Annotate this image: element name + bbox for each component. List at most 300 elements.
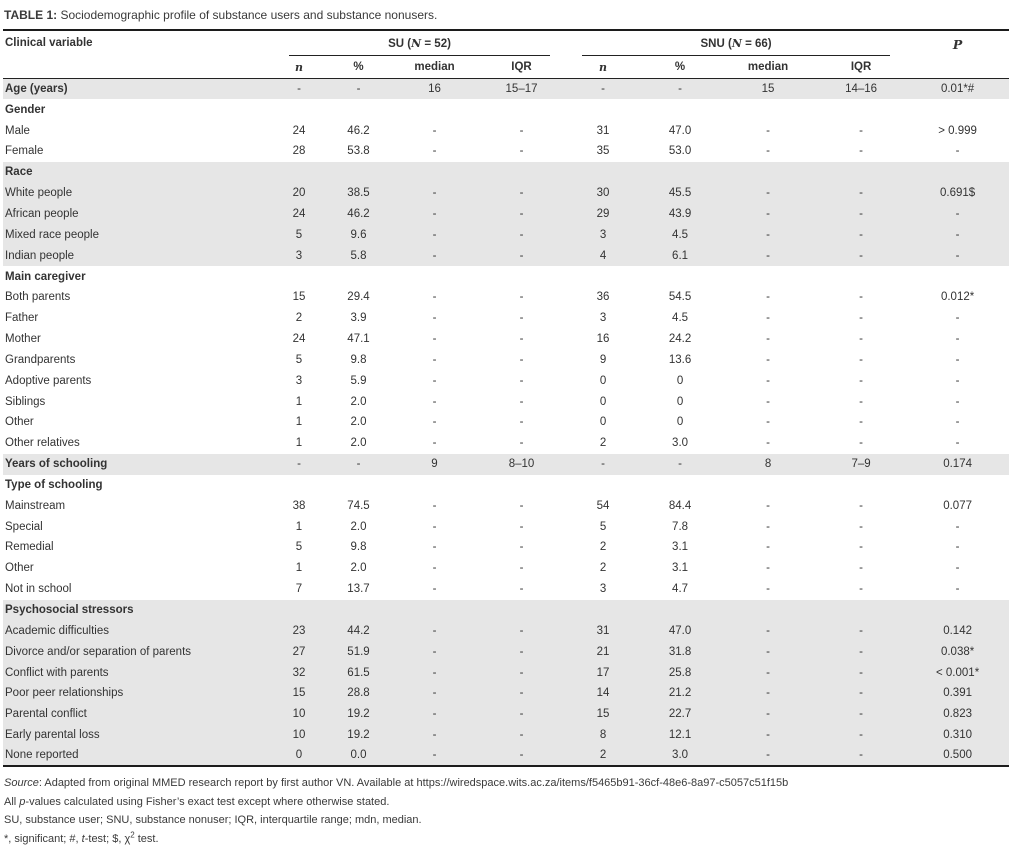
cell-value: - (859, 374, 863, 387)
cell-value: 4 (599, 249, 607, 262)
cell-value: - (766, 416, 770, 429)
cell-value: 0 (676, 395, 684, 408)
table-row (3, 79, 1009, 100)
cell-value: 15 (596, 708, 610, 721)
cell-value (906, 266, 1009, 287)
cell-value: - (859, 624, 863, 637)
cell-value: - (432, 249, 437, 262)
footnote-pvalues: All p-values calculated using Fisher’s exact test except where otherwise stated. (4, 795, 390, 808)
cell-value: - (766, 708, 770, 721)
row-label: Adoptive parents (5, 374, 92, 387)
row-label: Years of schooling (5, 458, 108, 471)
cell-value (477, 99, 566, 120)
row-label: Female (5, 145, 44, 158)
cell-value: - (766, 207, 770, 220)
cell-value: - (955, 520, 960, 533)
cell-value: 51.9 (347, 645, 370, 658)
cell-value: 31 (596, 124, 610, 137)
cell-value: - (766, 499, 770, 512)
cell-value (720, 99, 816, 120)
cell-value: - (766, 145, 770, 158)
column-header-snu-iqr: IQR (816, 56, 906, 79)
cell-value: - (859, 291, 863, 304)
cell-value: - (432, 520, 437, 533)
cell-value: 2.0 (350, 562, 367, 575)
footnote-source: Source: Adapted from original MMED research report by first author VN. Available at https://wiredspace.wits.ac.za/items/f5465b91-36cf-48e6-8a97-c5057c51f15b (4, 777, 789, 790)
cell-value: 7 (295, 583, 303, 596)
cell-value (273, 600, 325, 621)
cell-value: 31 (596, 624, 610, 637)
row-label: Siblings (5, 395, 46, 408)
cell-value: - (859, 666, 863, 679)
table-header (3, 31, 1009, 79)
row-label: Early parental loss (5, 729, 100, 742)
cell-value: - (432, 687, 437, 700)
cell-value: - (519, 124, 524, 137)
cell-value: - (432, 395, 437, 408)
column-header-su-iqr: IQR (477, 56, 566, 79)
cell-value: - (766, 124, 770, 137)
cell-value: - (519, 708, 524, 721)
cell-value: - (432, 228, 437, 241)
cell-value: 0 (273, 746, 325, 767)
cell-value: - (432, 562, 437, 575)
cell-value (392, 99, 477, 120)
row-label: Both parents (5, 291, 71, 304)
column-header-p: P (906, 31, 1009, 79)
cell-value: 15 (292, 687, 306, 700)
cell-value: - (432, 437, 437, 450)
cell-value: - (859, 187, 863, 200)
cell-value: - (955, 249, 960, 262)
cell-value: 28 (292, 145, 306, 158)
table-row (3, 537, 1009, 558)
cell-value: - (859, 583, 863, 596)
cell-value: 53.0 (668, 145, 692, 158)
cell-value: - (859, 645, 863, 658)
cell-value: - (766, 520, 770, 533)
cell-value: 3 (295, 374, 303, 387)
table-row (3, 349, 1009, 370)
cell-value: 6.1 (672, 249, 689, 262)
cell-value: 9.8 (350, 353, 367, 366)
table-row (3, 683, 1009, 704)
cell-value (325, 99, 392, 120)
cell-value (325, 266, 392, 287)
column-header-su-n: n (273, 56, 325, 79)
cell-value: - (519, 541, 524, 554)
group-header-snu (566, 31, 906, 56)
cell-value: 8–10 (508, 458, 535, 471)
cell-value: 46.2 (347, 124, 370, 137)
cell-value: 0.012* (940, 291, 975, 304)
cell-value: - (297, 458, 301, 471)
cell-value: 1 (295, 437, 303, 450)
column-header-snu-pct: % (640, 56, 720, 79)
cell-value: < 0.001* (936, 666, 980, 679)
cell-value: - (766, 395, 770, 408)
column-header-snu-median: median (720, 56, 816, 79)
cell-value: 15 (761, 83, 775, 96)
cell-value: 1 (295, 395, 303, 408)
cell-value: 9 (431, 458, 438, 471)
cell-value: - (766, 353, 770, 366)
cell-value: - (601, 458, 605, 471)
cell-value: - (519, 416, 524, 429)
cell-value: 36 (596, 291, 610, 304)
cell-value: - (859, 687, 863, 700)
cell-value: 0 (599, 416, 607, 429)
row-label: Academic difficulties (5, 624, 109, 637)
cell-value: - (432, 333, 437, 346)
cell-value: - (519, 145, 524, 158)
cell-value: 24.2 (668, 333, 692, 346)
cell-value: - (432, 541, 437, 554)
cell-value: - (519, 395, 524, 408)
table-row (3, 641, 1009, 662)
cell-value (566, 475, 640, 496)
cell-value (325, 475, 392, 496)
group-header-row (3, 31, 1009, 56)
cell-value: 20 (292, 187, 306, 200)
cell-value: - (766, 687, 770, 700)
cell-value: - (859, 416, 863, 429)
cell-value (816, 266, 906, 287)
cell-value: 32 (292, 666, 306, 679)
cell-value: 0.691$ (940, 187, 976, 200)
cell-value: - (859, 541, 863, 554)
cell-value: 2.0 (350, 416, 367, 429)
table-row (3, 120, 1009, 141)
cell-value: - (477, 746, 566, 767)
cell-value: - (766, 645, 770, 658)
row-label: None reported (3, 746, 273, 767)
cell-value: 0 (676, 416, 684, 429)
cell-value: 4.5 (672, 228, 689, 241)
cell-value: 3.1 (672, 541, 689, 554)
cell-value: 35 (596, 145, 610, 158)
table-row (3, 662, 1009, 683)
cell-value: - (766, 312, 770, 325)
row-label: Psychosocial stressors (5, 604, 134, 617)
cell-value: - (859, 207, 863, 220)
cell-value: 2 (599, 541, 607, 554)
cell-value: 0.500 (906, 746, 1009, 767)
cell-value: - (519, 333, 524, 346)
cell-value: - (392, 746, 477, 767)
cell-value (720, 162, 816, 183)
cell-value: > 0.999 (938, 124, 977, 137)
cell-value: 0.01*# (940, 83, 975, 96)
cell-value: - (955, 207, 960, 220)
cell-value: 12.1 (668, 729, 692, 742)
cell-value: 17 (596, 666, 610, 679)
cell-value: - (955, 562, 960, 575)
table-row (3, 475, 1009, 496)
cell-value: - (816, 746, 906, 767)
cell-value: - (519, 437, 524, 450)
cell-value: - (859, 395, 863, 408)
cell-value (566, 600, 640, 621)
cell-value: 0 (599, 374, 607, 387)
cell-value: 0.142 (943, 624, 972, 637)
cell-value: - (859, 145, 863, 158)
cell-value: - (519, 249, 524, 262)
cell-value: 10 (292, 729, 306, 742)
cell-value: 53.8 (347, 145, 370, 158)
cell-value: 7–9 (851, 458, 871, 471)
cell-value: 38 (292, 499, 306, 512)
cell-value (273, 475, 325, 496)
cell-value: 8 (599, 729, 607, 742)
cell-value: - (432, 291, 437, 304)
cell-value: 25.8 (668, 666, 692, 679)
row-label: Main caregiver (5, 270, 86, 283)
italic-N: N (411, 37, 422, 50)
cell-value: 15–17 (505, 83, 538, 96)
cell-value (566, 162, 640, 183)
cell-value: 0.174 (943, 458, 972, 471)
table-row (3, 725, 1009, 746)
table-row (3, 704, 1009, 725)
cell-value (906, 162, 1009, 183)
cell-value: 15 (292, 291, 306, 304)
cell-value: 2.0 (350, 395, 367, 408)
row-label: Mainstream (5, 499, 66, 512)
cell-value: 13.6 (668, 353, 692, 366)
cell-value: 0.038* (940, 645, 975, 658)
cell-value (720, 600, 816, 621)
cell-value (273, 99, 325, 120)
cell-value: 19.2 (347, 729, 370, 742)
sociodemographic-table (3, 31, 1009, 767)
table-caption: Sociodemographic profile of substance users and substance nonusers. (57, 8, 438, 22)
table-row (3, 224, 1009, 245)
table-row (3, 579, 1009, 600)
cell-value: 61.5 (347, 666, 370, 679)
footnote-symbols: *, significant; #, t-test; $, $\chi^2$ test. (4, 829, 159, 845)
cell-value (906, 475, 1009, 496)
table-row (3, 746, 1009, 767)
cell-value: 47.0 (668, 124, 692, 137)
cell-value (392, 162, 477, 183)
cell-value: 10 (292, 708, 306, 721)
cell-value: - (766, 562, 770, 575)
cell-value: - (766, 374, 770, 387)
cell-value: 14–16 (845, 83, 878, 96)
cell-value (816, 600, 906, 621)
table-row (3, 620, 1009, 641)
cell-value: 2 (566, 746, 640, 767)
italic-N: N (731, 37, 742, 50)
cell-value: 29 (596, 207, 610, 220)
cell-value: - (678, 83, 682, 96)
cell-value: 5.8 (350, 249, 367, 262)
cell-value: - (519, 729, 524, 742)
cell-value: - (519, 207, 524, 220)
table-row (3, 308, 1009, 329)
cell-value: - (519, 187, 524, 200)
cell-value: 47.0 (668, 624, 692, 637)
cell-value (816, 475, 906, 496)
cell-value: - (955, 312, 960, 325)
cell-value: - (356, 458, 361, 471)
group-header-snu-label: SNU (N = 66) (582, 37, 890, 56)
cell-value: - (519, 312, 524, 325)
cell-value: - (859, 562, 863, 575)
cell-value (477, 475, 566, 496)
cell-value: - (601, 83, 605, 96)
table-row (3, 412, 1009, 433)
cell-value: - (432, 187, 437, 200)
cell-value: - (519, 687, 524, 700)
cell-value: 5 (295, 541, 303, 554)
row-label: Type of schooling (5, 478, 103, 491)
cell-value (477, 266, 566, 287)
row-label: Special (5, 520, 43, 533)
cell-value: 21 (596, 645, 610, 658)
cell-value: 8 (764, 458, 772, 471)
table-row (3, 183, 1009, 204)
table-row (3, 287, 1009, 308)
cell-value: 16 (596, 333, 610, 346)
cell-value: - (432, 374, 437, 387)
table-row (3, 516, 1009, 537)
cell-value: 0.391 (943, 687, 972, 700)
cell-value (906, 600, 1009, 621)
table-row (3, 204, 1009, 225)
table-row (3, 162, 1009, 183)
footnote-abbreviations: SU, substance user; SNU, substance nonuser; IQR, interquartile range; mdn, median. (4, 814, 422, 827)
cell-value: 22.7 (668, 708, 692, 721)
cell-value: - (519, 228, 524, 241)
cell-value: - (955, 333, 960, 346)
table-row (3, 454, 1009, 475)
cell-value: - (766, 437, 770, 450)
cell-value: - (519, 353, 524, 366)
cell-value: - (859, 708, 863, 721)
cell-value: - (432, 124, 437, 137)
cell-value: 3.0 (672, 437, 689, 450)
cell-value (325, 600, 392, 621)
cell-value (816, 162, 906, 183)
row-label: Divorce and/or separation of parents (5, 645, 192, 658)
table-number: TABLE 1: (4, 8, 58, 22)
cell-value (720, 266, 816, 287)
cell-value: - (859, 228, 863, 241)
cell-value: 19.2 (347, 708, 370, 721)
cell-value: 5 (295, 353, 303, 366)
cell-value: - (859, 353, 863, 366)
cell-value: - (766, 583, 770, 596)
cell-value: 0.823 (943, 708, 972, 721)
cell-value: 0 (676, 374, 684, 387)
table-title (3, 7, 1009, 31)
cell-value: 44.2 (347, 624, 370, 637)
cell-value: 2 (599, 437, 607, 450)
cell-value: - (955, 228, 960, 241)
cell-value: - (955, 416, 960, 429)
cell-value: 16 (428, 83, 441, 96)
cell-value: - (432, 312, 437, 325)
cell-value (640, 475, 720, 496)
cell-value: 3 (599, 312, 607, 325)
cell-value (640, 266, 720, 287)
cell-value: 3 (599, 228, 607, 241)
cell-value: 5 (295, 228, 303, 241)
cell-value (816, 99, 906, 120)
cell-value: 28.8 (347, 687, 370, 700)
cell-value: - (766, 541, 770, 554)
table-body (3, 79, 1009, 767)
row-label: African people (5, 207, 79, 220)
row-label: Father (5, 312, 39, 325)
row-label: Race (5, 166, 33, 179)
cell-value: - (766, 249, 770, 262)
table-row (3, 600, 1009, 621)
cell-value: 24 (292, 333, 306, 346)
cell-value (477, 600, 566, 621)
cell-value (720, 475, 816, 496)
row-label: Mother (5, 333, 41, 346)
cell-value (640, 600, 720, 621)
row-label: Not in school (5, 583, 72, 596)
cell-value (906, 99, 1009, 120)
cell-value (640, 99, 720, 120)
cell-value: - (766, 729, 770, 742)
cell-value: - (432, 624, 437, 637)
cell-value: - (519, 562, 524, 575)
cell-value: - (432, 416, 437, 429)
row-label: Age (years) (5, 83, 68, 96)
cell-value (566, 266, 640, 287)
cell-value: - (432, 583, 437, 596)
row-label: Grandparents (5, 353, 76, 366)
cell-value: 3.9 (350, 312, 367, 325)
cell-value: 38.5 (347, 187, 370, 200)
cell-value: 4.5 (672, 312, 689, 325)
cell-value: 30 (596, 187, 610, 200)
cell-value: - (720, 746, 816, 767)
cell-value (325, 162, 392, 183)
row-label: Indian people (5, 249, 75, 262)
cell-value: 54 (596, 499, 610, 512)
row-label: Conflict with parents (5, 666, 109, 679)
cell-value (273, 162, 325, 183)
cell-value: 54.5 (668, 291, 692, 304)
table-row (3, 495, 1009, 516)
cell-value: - (766, 624, 770, 637)
cell-value: 9.8 (350, 541, 367, 554)
table-row (3, 141, 1009, 162)
table-row (3, 266, 1009, 287)
cell-value: 24 (292, 124, 306, 137)
cell-value: - (432, 499, 437, 512)
cell-value: - (955, 353, 960, 366)
group-header-su-label: SU (N = 52) (289, 37, 550, 56)
cell-value: 47.1 (347, 333, 370, 346)
cell-value: - (432, 708, 437, 721)
cell-value: - (432, 207, 437, 220)
cell-value: 0.077 (943, 499, 972, 512)
column-header-su-pct: % (325, 56, 392, 79)
cell-value: 7.8 (672, 520, 689, 533)
row-label: Remedial (5, 541, 54, 554)
cell-value: 23 (292, 624, 306, 637)
cell-value: 0 (599, 395, 607, 408)
cell-value: - (859, 437, 863, 450)
cell-value: 27 (292, 645, 306, 658)
